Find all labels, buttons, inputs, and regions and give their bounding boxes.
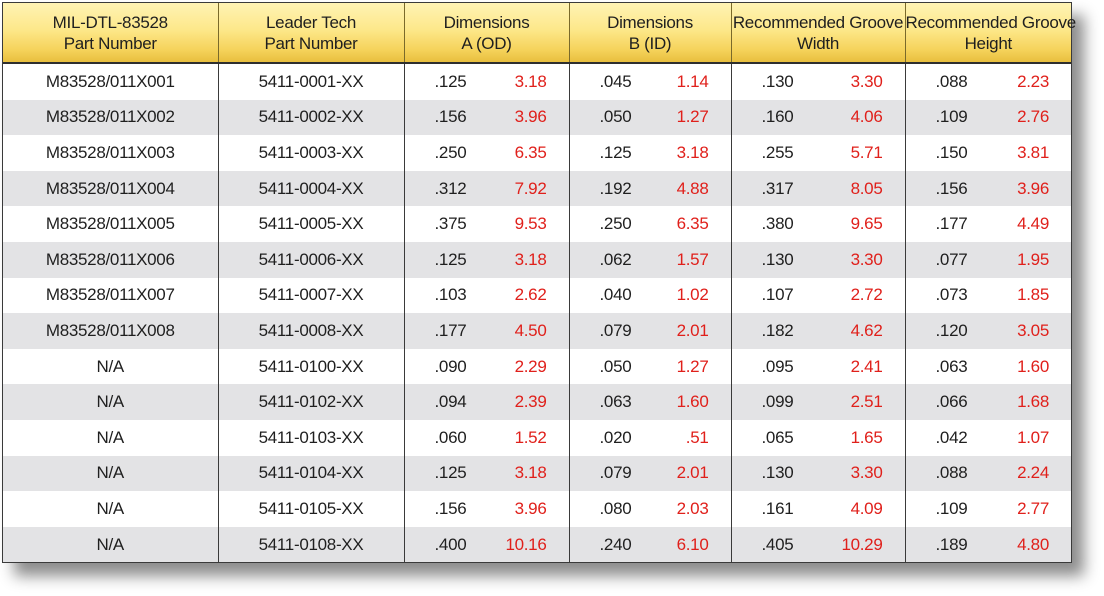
dimension-a-inches: .060 xyxy=(434,427,467,447)
groove-height-cell xyxy=(905,171,1071,207)
groove-width-cell xyxy=(731,491,905,527)
dimension-b-inches: .079 xyxy=(599,463,632,483)
table-row xyxy=(3,278,1071,314)
groove-width-inches: .160 xyxy=(761,107,794,127)
groove-width-inches: .255 xyxy=(761,142,794,162)
groove-height-millimeters: 3.05 xyxy=(1017,320,1049,340)
table-row xyxy=(3,456,1071,492)
dimension-a-inches: .156 xyxy=(434,498,467,518)
dimension-b-millimeters: 2.03 xyxy=(676,498,709,518)
groove-width-inches: .130 xyxy=(761,71,794,91)
mil-part-number-cell: M83528/011X001 xyxy=(45,71,175,91)
groove-height-inches: .077 xyxy=(935,249,968,269)
groove-height-inches: .088 xyxy=(935,463,968,483)
dimension-b-cell xyxy=(569,420,731,456)
groove-height-cell xyxy=(905,313,1071,349)
dimension-a-millimeters: 2.29 xyxy=(514,356,547,376)
header-groove-width: Recommended Groove Width xyxy=(731,3,905,63)
dimension-a-inches: .177 xyxy=(434,320,467,340)
dimension-a-inches: .094 xyxy=(434,392,467,412)
dimension-b-inches: .063 xyxy=(599,392,632,412)
groove-width-cell xyxy=(731,384,905,420)
dimension-a-inches: .400 xyxy=(434,534,467,554)
groove-width-inches: .405 xyxy=(761,534,794,554)
dimension-b-inches: .050 xyxy=(599,356,632,376)
table-row xyxy=(3,206,1071,242)
table-row xyxy=(3,349,1071,385)
groove-width-cell xyxy=(731,242,905,278)
mil-part-number-cell: M83528/011X002 xyxy=(3,100,218,136)
groove-width-inches: .107 xyxy=(761,285,794,305)
leader-tech-part-number-cell: 5411-0008-XX xyxy=(218,313,404,349)
header-leader-tech-part-number: Leader Tech Part Number xyxy=(218,3,404,63)
dimension-b-cell xyxy=(569,206,731,242)
table-row xyxy=(3,420,1071,456)
groove-width-inches: .099 xyxy=(761,392,794,412)
groove-width-cell xyxy=(731,456,905,492)
groove-width-inches: .317 xyxy=(761,178,794,198)
groove-width-inches: .130 xyxy=(761,463,794,483)
groove-height-inches: .189 xyxy=(935,534,968,554)
groove-height-cell xyxy=(905,527,1071,563)
dimension-a-cell xyxy=(404,313,569,349)
dimension-b-inches: .240 xyxy=(599,534,632,554)
header-groove-height: Recommended Groove Height xyxy=(905,3,1071,63)
dimension-b-millimeters: 1.27 xyxy=(676,356,709,376)
groove-height-cell xyxy=(905,384,1071,420)
groove-height-millimeters: 1.68 xyxy=(1017,392,1049,412)
dimension-b-inches: .062 xyxy=(599,249,632,269)
leader-tech-part-number-cell: 5411-0007-XX xyxy=(218,278,404,314)
table-row xyxy=(3,242,1071,278)
groove-height-cell xyxy=(905,63,1071,100)
table-body xyxy=(3,63,1071,562)
groove-width-cell xyxy=(731,135,905,171)
mil-part-number-cell: N/A xyxy=(3,384,218,420)
groove-height-inches: .109 xyxy=(935,107,968,127)
leader-tech-part-number-cell: 5411-0005-XX xyxy=(218,206,404,242)
groove-height-cell xyxy=(905,206,1071,242)
dimension-a-inches: .090 xyxy=(434,356,467,376)
groove-width-inches: .182 xyxy=(761,320,794,340)
groove-height-inches: .073 xyxy=(935,285,968,305)
dimension-a-cell xyxy=(404,63,569,100)
dimension-a-millimeters: 7.92 xyxy=(514,178,547,198)
dimension-a-millimeters: 9.53 xyxy=(514,214,547,234)
dimension-a-millimeters: 3.18 xyxy=(514,71,547,91)
groove-height-inches: .150 xyxy=(935,142,968,162)
dimension-b-cell xyxy=(569,100,731,136)
dimension-b-cell xyxy=(569,349,731,385)
groove-height-millimeters: 4.49 xyxy=(1017,214,1049,234)
groove-height-cell xyxy=(905,491,1071,527)
dimension-b-millimeters: 4.88 xyxy=(676,178,709,198)
groove-height-cell xyxy=(905,420,1071,456)
leader-tech-part-number-cell: 5411-0100-XX xyxy=(218,349,404,385)
groove-width-inches: .095 xyxy=(761,356,794,376)
dimension-a-millimeters: 4.50 xyxy=(514,320,547,340)
dimension-a-cell xyxy=(404,420,569,456)
table-row xyxy=(3,527,1071,563)
groove-height-millimeters: 1.85 xyxy=(1017,285,1049,305)
groove-width-inches: .065 xyxy=(761,427,794,447)
groove-height-inches: .088 xyxy=(935,71,968,91)
groove-width-millimeters: 10.29 xyxy=(841,534,883,554)
table-row xyxy=(3,171,1071,207)
groove-width-millimeters: 2.51 xyxy=(850,392,883,412)
groove-width-cell xyxy=(731,206,905,242)
dimension-b-cell xyxy=(569,135,731,171)
mil-part-number-cell: M83528/011X007 xyxy=(45,285,175,305)
dimension-a-cell xyxy=(404,384,569,420)
dimension-b-millimeters: 1.14 xyxy=(676,71,709,91)
dimension-b-cell xyxy=(569,456,731,492)
header-mil-part-number: MIL-DTL-83528 Part Number xyxy=(3,3,218,63)
groove-height-cell xyxy=(905,456,1071,492)
dimension-b-inches: .079 xyxy=(599,320,632,340)
dimension-b-cell xyxy=(569,384,731,420)
dimension-b-cell xyxy=(569,63,731,100)
dimension-a-inches: .103 xyxy=(434,285,467,305)
groove-height-millimeters: 1.60 xyxy=(1017,356,1049,376)
groove-height-cell xyxy=(905,242,1071,278)
groove-width-cell xyxy=(731,100,905,136)
dimension-a-cell xyxy=(404,100,569,136)
dimension-b-millimeters: 3.18 xyxy=(676,142,709,162)
dimension-b-inches: .080 xyxy=(599,498,632,518)
dimension-a-cell xyxy=(404,527,569,563)
leader-tech-part-number-cell: 5411-0004-XX xyxy=(218,171,404,207)
dimension-b-cell xyxy=(569,242,731,278)
table-row xyxy=(3,100,1071,136)
dimension-a-millimeters: 10.16 xyxy=(505,534,547,554)
table-row xyxy=(3,313,1071,349)
dimension-a-inches: .375 xyxy=(434,214,467,234)
groove-height-millimeters: 2.23 xyxy=(1017,71,1049,91)
dimension-b-millimeters: 1.60 xyxy=(676,392,709,412)
groove-height-cell xyxy=(905,100,1071,136)
groove-width-millimeters: 1.65 xyxy=(850,427,883,447)
groove-width-millimeters: 4.09 xyxy=(850,498,883,518)
dimension-a-cell xyxy=(404,278,569,314)
dimension-a-inches: .156 xyxy=(434,107,467,127)
groove-height-cell xyxy=(905,135,1071,171)
dimension-a-inches: .125 xyxy=(434,249,467,269)
groove-height-cell xyxy=(905,349,1071,385)
dimension-b-inches: .050 xyxy=(599,107,632,127)
groove-height-inches: .156 xyxy=(935,178,968,198)
mil-part-number-cell: M83528/011X006 xyxy=(3,242,218,278)
leader-tech-part-number-cell: 5411-0105-XX xyxy=(218,491,404,527)
groove-width-cell xyxy=(731,313,905,349)
dimension-a-cell xyxy=(404,171,569,207)
dimension-b-millimeters: 6.35 xyxy=(676,214,709,234)
dimension-a-cell xyxy=(404,206,569,242)
dimension-a-millimeters: 3.96 xyxy=(514,498,547,518)
groove-height-inches: .120 xyxy=(935,320,968,340)
dimension-a-cell xyxy=(404,349,569,385)
groove-width-millimeters: 3.30 xyxy=(850,249,883,269)
dimension-b-cell xyxy=(569,491,731,527)
leader-tech-part-number-cell: 5411-0002-XX xyxy=(218,100,404,136)
dimension-b-cell xyxy=(569,171,731,207)
mil-part-number-cell: M83528/011X008 xyxy=(3,313,218,349)
dimension-b-millimeters: 2.01 xyxy=(676,320,709,340)
groove-width-cell xyxy=(731,349,905,385)
groove-width-inches: .130 xyxy=(761,249,794,269)
dimension-a-millimeters: 1.52 xyxy=(514,427,547,447)
groove-width-cell xyxy=(731,63,905,100)
mil-part-number-cell: N/A xyxy=(3,527,218,563)
gasket-spec-table xyxy=(3,3,1076,562)
groove-height-millimeters: 3.81 xyxy=(1017,142,1049,162)
groove-height-inches: .177 xyxy=(935,214,968,234)
dimension-b-inches: .020 xyxy=(599,427,632,447)
groove-width-inches: .161 xyxy=(761,498,794,518)
groove-width-millimeters: 4.06 xyxy=(850,107,883,127)
dimension-b-inches: .125 xyxy=(599,142,632,162)
dimension-a-inches: .312 xyxy=(434,178,467,198)
mil-part-number-cell: N/A xyxy=(96,498,124,518)
table-row xyxy=(3,135,1071,171)
dimension-b-inches: .192 xyxy=(599,178,632,198)
groove-width-millimeters: 3.30 xyxy=(850,463,883,483)
dimension-b-millimeters: 6.10 xyxy=(676,534,709,554)
mil-part-number-cell: M83528/011X003 xyxy=(45,142,175,162)
groove-height-inches: .066 xyxy=(935,392,968,412)
dimension-b-cell xyxy=(569,278,731,314)
groove-height-millimeters: 1.07 xyxy=(1017,427,1049,447)
table-row xyxy=(3,491,1071,527)
leader-tech-part-number-cell: 5411-0001-XX xyxy=(218,63,404,100)
dimension-a-cell xyxy=(404,242,569,278)
header-dimension-a: Dimensions A (OD) xyxy=(404,3,569,63)
groove-height-cell xyxy=(905,278,1071,314)
dimension-a-cell xyxy=(404,456,569,492)
dimension-a-millimeters: 2.62 xyxy=(514,285,547,305)
leader-tech-part-number-cell: 5411-0006-XX xyxy=(218,242,404,278)
table-row xyxy=(3,63,1071,100)
groove-height-millimeters: 2.77 xyxy=(1017,498,1049,518)
groove-width-millimeters: 3.30 xyxy=(850,71,883,91)
dimension-a-millimeters: 2.39 xyxy=(514,392,547,412)
mil-part-number-cell: N/A xyxy=(3,456,218,492)
groove-height-inches: .109 xyxy=(935,498,968,518)
groove-width-millimeters: 9.65 xyxy=(850,214,883,234)
dimension-b-inches: .040 xyxy=(599,285,632,305)
header-dimension-b: Dimensions B (ID) xyxy=(569,3,731,63)
mil-part-number-cell: M83528/011X005 xyxy=(45,214,175,234)
dimension-b-cell xyxy=(569,527,731,563)
groove-width-millimeters: 2.41 xyxy=(850,356,883,376)
mil-part-number-cell: N/A xyxy=(96,356,124,376)
dimension-b-millimeters: 2.01 xyxy=(676,463,709,483)
groove-width-cell xyxy=(731,420,905,456)
groove-width-millimeters: 2.72 xyxy=(850,285,883,305)
table-row xyxy=(3,384,1071,420)
dimension-a-millimeters: 6.35 xyxy=(514,142,547,162)
groove-width-millimeters: 5.71 xyxy=(850,142,883,162)
dimension-a-millimeters: 3.96 xyxy=(514,107,547,127)
leader-tech-part-number-cell: 5411-0103-XX xyxy=(218,420,404,456)
dimension-a-inches: .125 xyxy=(434,71,467,91)
dimension-b-millimeters: 1.57 xyxy=(676,249,709,269)
dimension-b-millimeters: 1.27 xyxy=(676,107,709,127)
dimension-b-inches: .250 xyxy=(599,214,632,234)
groove-height-millimeters: 2.76 xyxy=(1017,107,1049,127)
mil-part-number-cell: N/A xyxy=(96,427,124,447)
dimension-b-millimeters: .51 xyxy=(685,427,709,447)
leader-tech-part-number-cell: 5411-0104-XX xyxy=(218,456,404,492)
mil-part-number-cell: M83528/011X004 xyxy=(3,171,218,207)
dimension-a-cell xyxy=(404,491,569,527)
groove-height-inches: .042 xyxy=(935,427,968,447)
spec-table-frame xyxy=(2,2,1076,563)
header-row xyxy=(3,3,1071,63)
groove-width-millimeters: 8.05 xyxy=(850,178,883,198)
dimension-a-cell xyxy=(404,135,569,171)
dimension-a-millimeters: 3.18 xyxy=(514,463,547,483)
leader-tech-part-number-cell: 5411-0108-XX xyxy=(218,527,404,563)
dimension-b-millimeters: 1.02 xyxy=(676,285,709,305)
dimension-a-millimeters: 3.18 xyxy=(514,249,547,269)
groove-width-cell xyxy=(731,278,905,314)
leader-tech-part-number-cell: 5411-0102-XX xyxy=(218,384,404,420)
groove-height-millimeters: 3.96 xyxy=(1017,178,1049,198)
groove-width-millimeters: 4.62 xyxy=(850,320,883,340)
dimension-a-inches: .250 xyxy=(434,142,467,162)
groove-height-millimeters: 1.95 xyxy=(1017,249,1049,269)
groove-width-cell xyxy=(731,171,905,207)
groove-width-inches: .380 xyxy=(761,214,794,234)
dimension-a-inches: .125 xyxy=(434,463,467,483)
groove-height-inches: .063 xyxy=(935,356,968,376)
dimension-b-cell xyxy=(569,313,731,349)
dimension-b-inches: .045 xyxy=(599,71,632,91)
groove-width-cell xyxy=(731,527,905,563)
groove-height-millimeters: 4.80 xyxy=(1017,534,1049,554)
groove-height-millimeters: 2.24 xyxy=(1017,463,1049,483)
leader-tech-part-number-cell: 5411-0003-XX xyxy=(218,135,404,171)
